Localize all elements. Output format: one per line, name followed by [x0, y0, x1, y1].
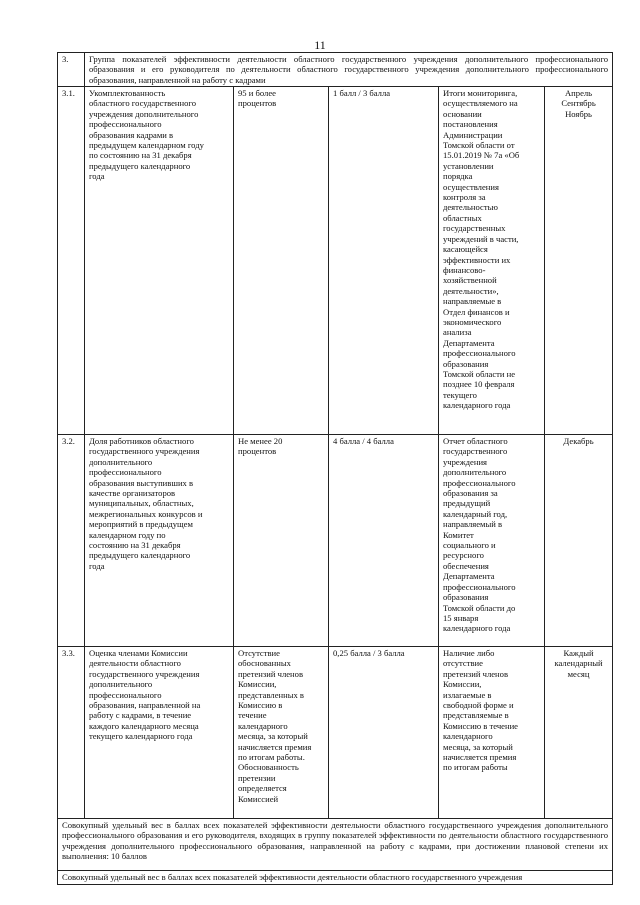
- reporting-period: Каждый календарный месяц: [545, 647, 613, 819]
- target-value: 95 и более процентов: [234, 87, 329, 435]
- data-source: Отчет областного государственного учреждения дополнительного профессионального образования за предыдущий календарный год, направляемый в Комитет социального и ресурсного обеспечения Департамента профессионального образования Томской области до 15 января календарного года: [439, 435, 545, 647]
- summary-row: [58, 871, 613, 885]
- table-row: [58, 435, 613, 647]
- indicator-name: Оценка членами Комиссии деятельности областного государственного учреждения дополнительного профессионального образования, направленной на работу с кадрами, в течение каждого календарного месяца текущего календарного года: [85, 647, 234, 819]
- table-row: [58, 87, 613, 435]
- score-value: 4 балла / 4 балла: [329, 435, 439, 647]
- summary-text: Совокупный удельный вес в баллах всех показателей эффективности деятельности областного государственного учреждения дополнительного профессионального образования и его руководителя, входящих в группу показателей эффективности по деятельности областного государственного учреждения дополнительного профессионального образования, направленной на работу с кадрами, при достижении плановой степени их выполнения: 10 баллов: [58, 819, 613, 871]
- summary-text: Совокупный удельный вес в баллах всех показателей эффективности деятельности областного государственного учреждения: [58, 871, 613, 885]
- score-value: 0,25 балла / 3 балла: [329, 647, 439, 819]
- row-number: 3.3.: [58, 647, 85, 819]
- group-number: 3.: [58, 53, 85, 87]
- group-title: Группа показателей эффективности деятельности областного государственного учреждения дополнительного профессионального образования и его руководителя по деятельности областного государственного учреждения дополнительного профессионального образования, направленной на работу с кадрами: [85, 53, 613, 87]
- row-number: 3.1.: [58, 87, 85, 435]
- summary-row: [58, 819, 613, 871]
- reporting-period: Апрель Сентябрь Ноябрь: [545, 87, 613, 435]
- target-value: Отсутствие обоснованных претензий членов Комиссии, представленных в Комиссию в течение календарного месяца, за который начисляется премия по итогам работы. Обоснованность претензии определяется Комиссией: [234, 647, 329, 819]
- row-number: 3.2.: [58, 435, 85, 647]
- indicator-name: Доля работников областного государственного учреждения дополнительного профессионального образования выступивших в качестве организаторов муниципальных, областных, межрегиональных конкурсов и мероприятий в предыдущем календарном году по состоянию на 31 декабря предыдущего календарного года: [85, 435, 234, 647]
- table-row: [58, 647, 613, 819]
- indicators-table: [57, 52, 613, 885]
- indicator-name: Укомплектованность областного государственного учреждения дополнительного профессионального образования кадрами в предыдущем календарном году по состоянию на 31 декабря предыдущего календарного года: [85, 87, 234, 435]
- data-source: Наличие либо отсутствие претензий членов Комиссии, излагаемые в свободной форме и представляемые в Комиссию в течение календарного месяца, за который начисляется премия по итогам работы: [439, 647, 545, 819]
- page-number: 11: [314, 38, 326, 52]
- data-source: Итоги мониторинга, осуществляемого на основании постановления Администрации Томской области от 15.01.2019 № 7а «Об установлении порядка осуществления контроля за деятельностью областных государственных учреждений в части, касающейся эффективности их финансово- хозяйственной деятельности», направляемые в Отдел финансов и экономического анализа Департамента профессионального образования Томской области не позднее 10 февраля текущего календарного года: [439, 87, 545, 435]
- score-value: 1 балл / 3 балла: [329, 87, 439, 435]
- target-value: Не менее 20 процентов: [234, 435, 329, 647]
- group-row: [58, 53, 613, 87]
- reporting-period: Декабрь: [545, 435, 613, 647]
